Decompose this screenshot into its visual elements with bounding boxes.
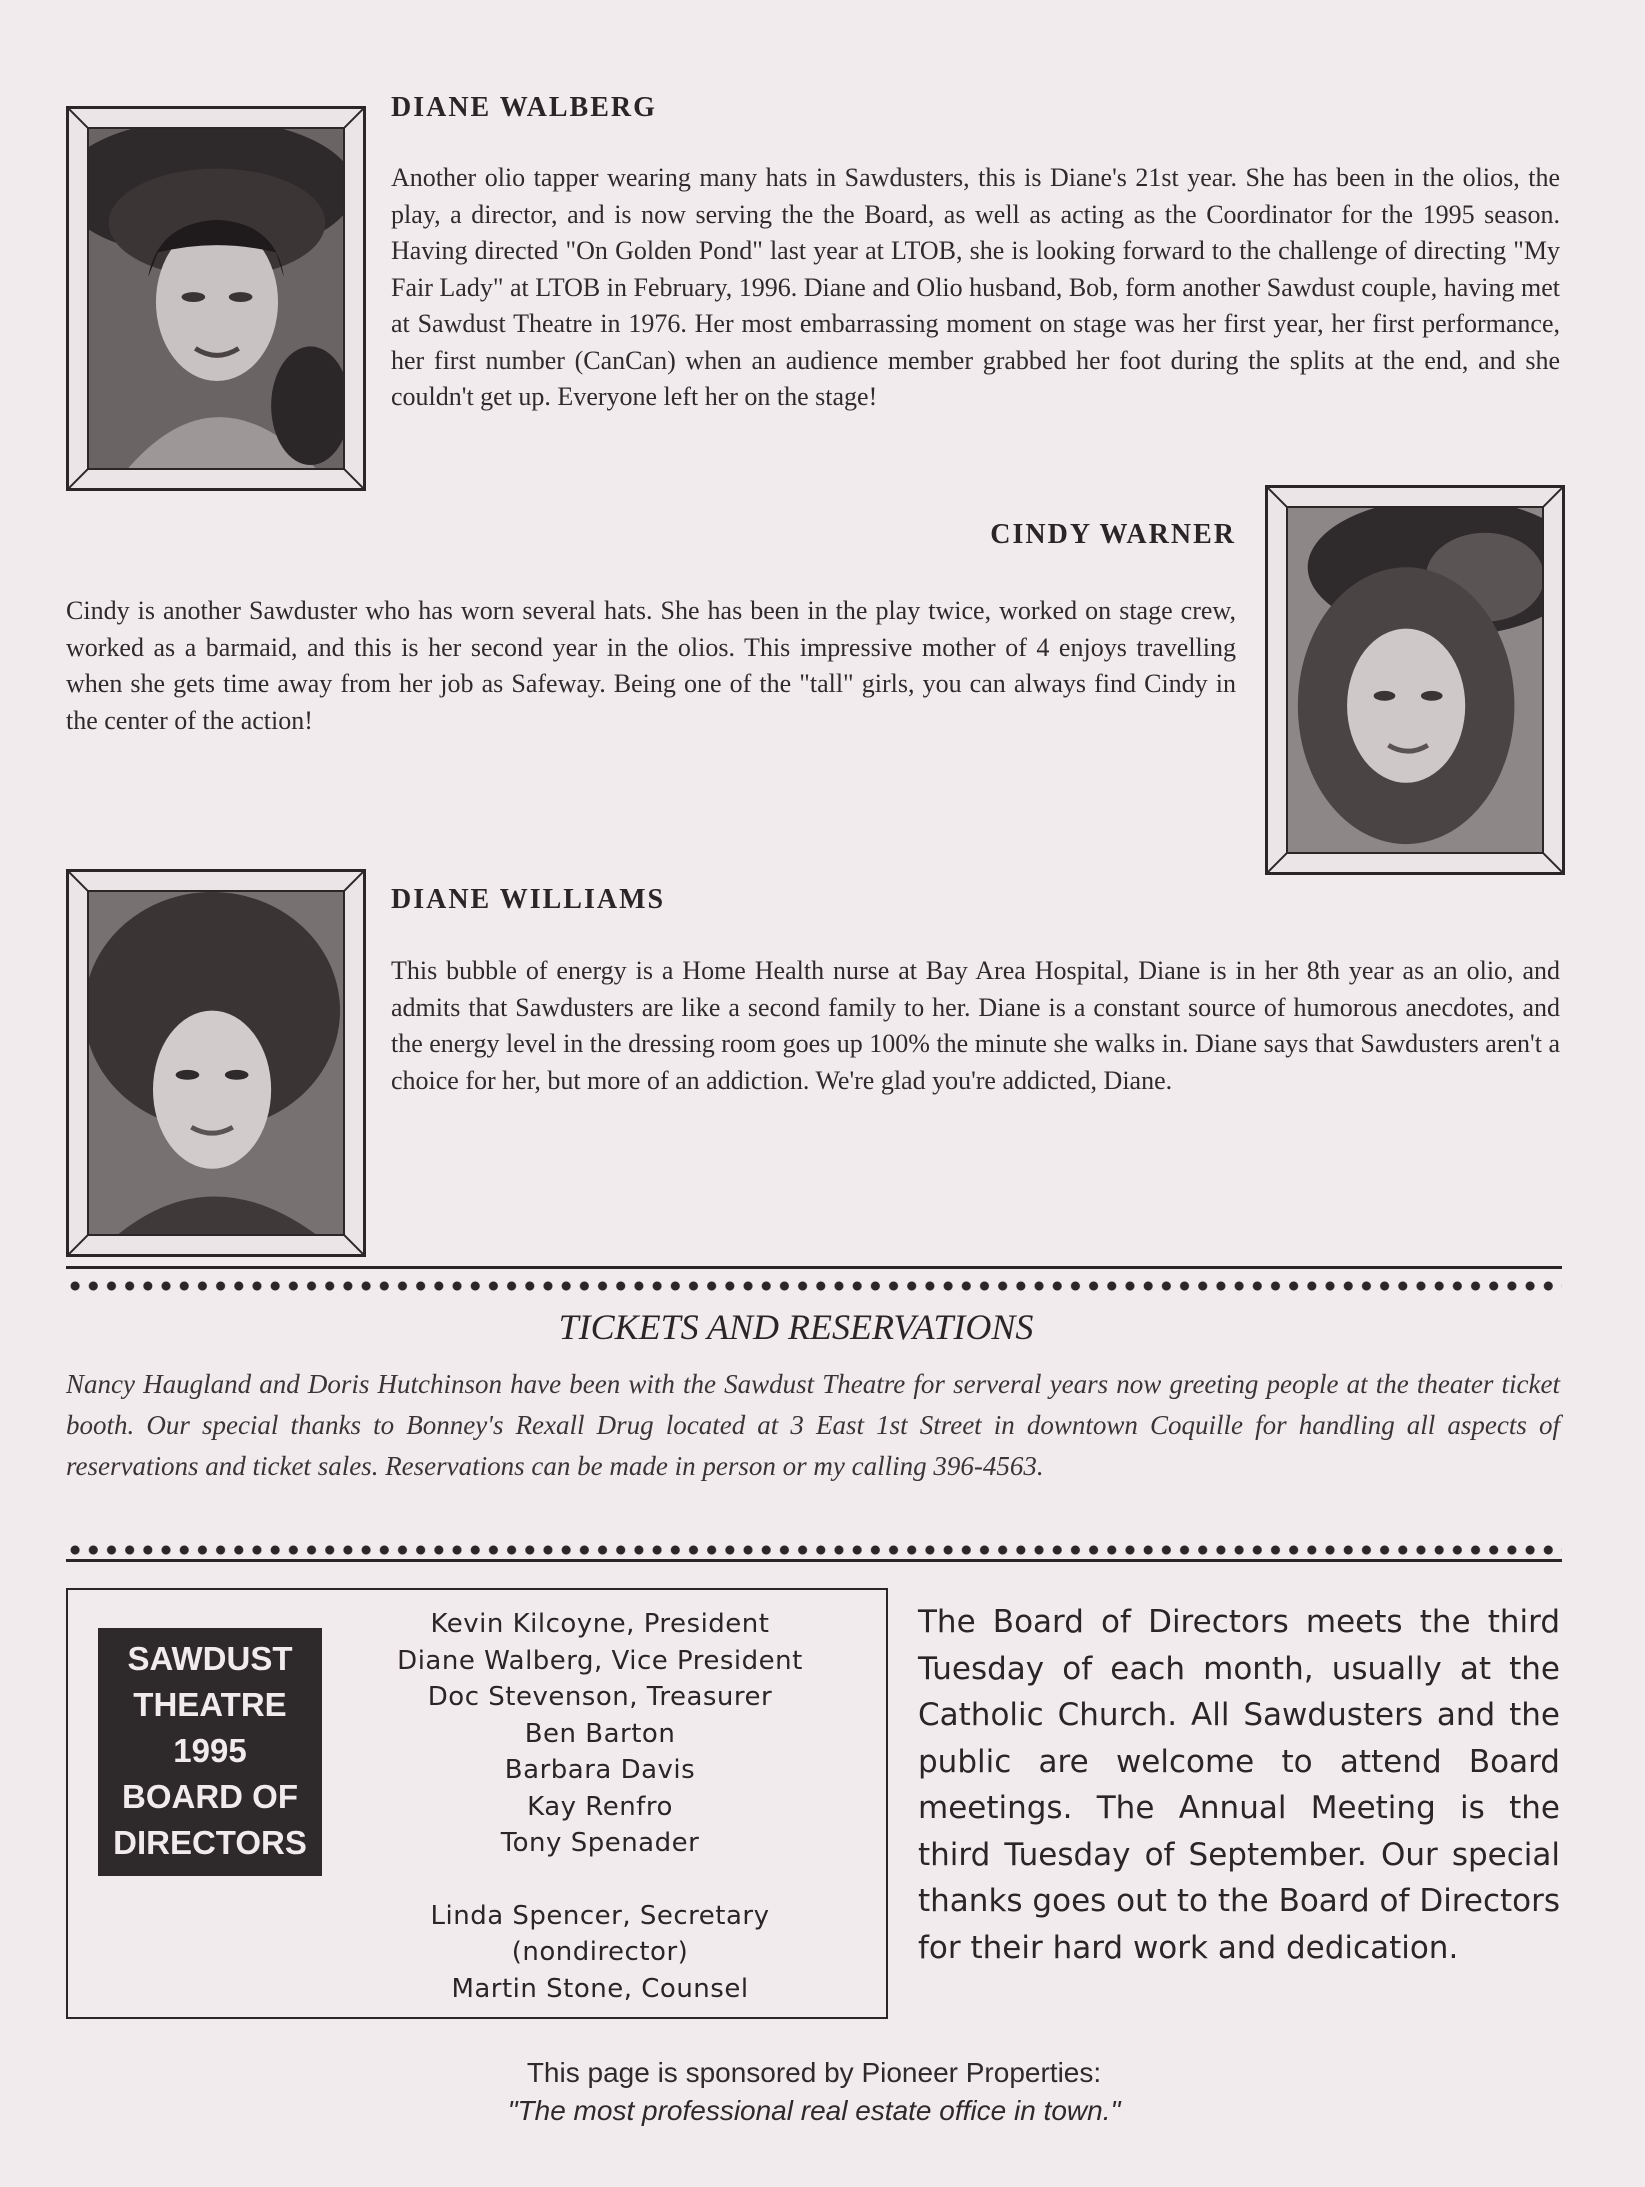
board-officer: Martin Stone, Counsel (451, 1973, 749, 2004)
board-officer: (nondirector) (511, 1937, 689, 1967)
divider-dots (66, 1281, 1562, 1291)
profile-name: DIANE WALBERG (391, 92, 657, 123)
tickets-heading: TICKETS AND RESERVATIONS (558, 1307, 1034, 1347)
board-member: Tony Spenader (500, 1828, 700, 1858)
board-member: Kay Renfro (527, 1791, 673, 1822)
badge-line: DIRECTORS (113, 1824, 307, 1861)
photo-frame-diane-walberg (66, 106, 366, 491)
profile-name: DIANE WILLIAMS (391, 884, 666, 915)
badge-line: SAWDUST (127, 1640, 293, 1677)
divider-dots (66, 1545, 1562, 1555)
board-member: Barbara Davis (504, 1755, 696, 1785)
portrait-photo (1288, 508, 1542, 852)
divider-line (66, 1559, 1562, 1562)
board-member: Diane Walberg, Vice President (397, 1645, 803, 1676)
board-member: Ben Barton (524, 1718, 676, 1749)
photo-frame-cindy-warner (1265, 485, 1565, 875)
badge-line: BOARD OF (122, 1778, 298, 1815)
photo-frame-diane-williams (66, 869, 366, 1257)
profile-bio: This bubble of energy is a Home Health nurse at Bay Area Hospital, Diane is in her 8th year as an olio, and admits that Sawdusters are like a second family to her. Diane is a constant source of humorous anecdotes, and the energy level in the dressing room goes up 100% the minute she walks in. Diane says that Sawdusters aren't a choice for her, but more of an addiction. We're glad you're addicted, Diane. (391, 956, 1560, 1095)
board-officer: Linda Spencer, Secretary (430, 1900, 770, 1931)
profile-bio: Cindy is another Sawduster who has worn several hats. She has been in the play twice, worked on stage crew, worked as a barmaid, and this is her second year in the olios. This impressive mother of 4 enjoys travelling when she gets time away from her job as Safeway. Being one of the "tall" girls, you can always find Cindy in the center of the action! (66, 596, 1236, 735)
divider-line (66, 1266, 1562, 1269)
profile-bio: Another olio tapper wearing many hats in Sawdusters, this is Diane's 21st year. She has been in the olios, the play, a director, and is now serving the the Board, as well as acting as the Coordinator for the 1995 season. Having directed "On Golden Pond" last year at LTOB, she is looking forward to the challenge of directing "My Fair Lady" at LTOB in February, 1996. Diane and Olio husband, Bob, form another Sawdust couple, having met at Sawdust Theatre in 1976. Her most embarrassing moment on stage was her first year, her first performance, her first number (CanCan) when an audience member grabbed her foot during the splits at the end, and she couldn't get up. Everyone left her on the stage! (391, 163, 1560, 411)
board-members (338, 1606, 862, 2007)
sponsor-tagline: "The most professional real estate office in town." (507, 2095, 1121, 2126)
portrait-photo (89, 892, 343, 1234)
board-member: Doc Stevenson, Treasurer (427, 1682, 773, 1712)
board-spacer (338, 1862, 862, 1898)
board-box (66, 1588, 888, 2019)
badge-line: 1995 (173, 1732, 247, 1769)
board-badge (98, 1628, 322, 1876)
tickets-body: Nancy Haugland and Doris Hutchinson have been with the Sawdust Theatre for serveral years now greeting people at the theater ticket booth. Our special thanks to Bonney's Rexall Drug located at 3 East 1st Street in downtown Coquille for handling all aspects of reservations and ticket sales. Reservations can be made in person or my calling 396-4563. (66, 1369, 1560, 1481)
profile-name: CINDY WARNER (990, 519, 1236, 550)
sponsor-line: This page is sponsored by Pioneer Properties: (526, 2057, 1102, 2088)
portrait-photo (89, 129, 343, 468)
badge-line: THEATRE (133, 1686, 287, 1723)
board-member: Kevin Kilcoyne, President (430, 1609, 770, 1639)
board-note: The Board of Directors meets the third Tuesday of each month, usually at the Catholic Church. All Sawdusters and the public are welcome to attend Board meetings. The Annual Meeting is the third Tuesday of September. Our special thanks goes out to the Board of Directors for their hard work and dedication. (918, 1604, 1560, 1966)
sponsor-block (66, 2054, 1562, 2130)
